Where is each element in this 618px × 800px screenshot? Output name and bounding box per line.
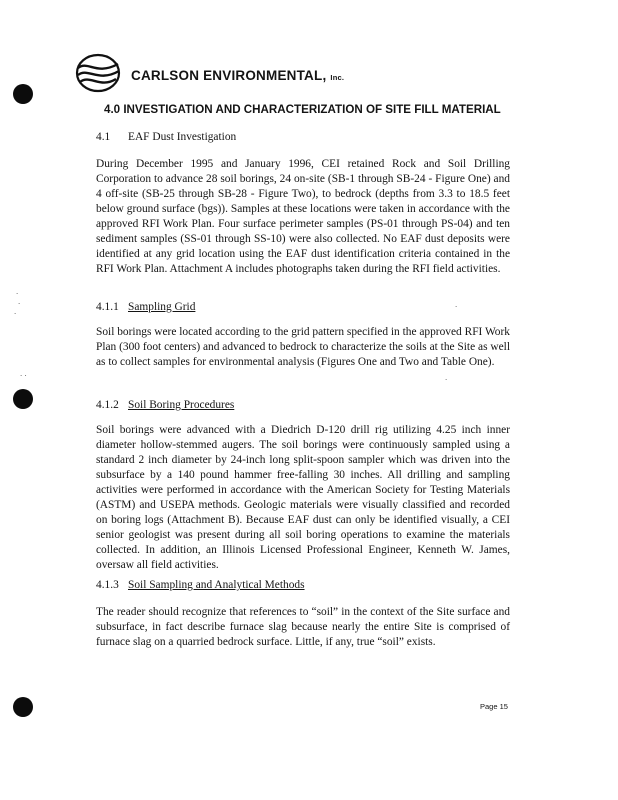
company-name (131, 68, 344, 83)
subsection-number: 4.1.2 (96, 399, 119, 411)
subsection-heading (96, 399, 234, 411)
scan-speck: · · (20, 372, 27, 380)
scan-speck: · (16, 290, 19, 298)
binder-hole-middle (13, 389, 33, 409)
subsection-heading (96, 579, 305, 591)
scan-speck: · (14, 310, 17, 318)
paragraph: The reader should recognize that references to “soil” in the context of the Site surface and subsurface, in fact describe furnace slag because nearly the entire Site is comprised of furnace slag on a quarried bedrock surface. Little, if any, true “soil” exists. (96, 606, 510, 648)
page-number: Page 15 (480, 702, 508, 711)
subsection-number: 4.1.3 (96, 579, 119, 591)
company-logo-icon (74, 52, 122, 94)
company-name-text: CARLSON ENVIRONMENTAL, (131, 68, 327, 83)
paragraph: Soil borings were located according to the grid pattern specified in the approved RFI Work Plan (300 foot centers) and advanced to bedrock to characterize the soils at the Site as well as to collect samples for environmental analysis (Figures One and Two and Table One). (96, 326, 510, 368)
binder-hole-top (13, 84, 33, 104)
company-suffix: Inc. (330, 73, 345, 82)
subsection-number: 4.1.1 (96, 301, 119, 313)
binder-hole-bottom (13, 697, 33, 717)
subsection-heading (96, 301, 195, 313)
subsection-title: Soil Boring Procedures (128, 399, 235, 411)
subsection-title: Sampling Grid (128, 301, 196, 313)
subsection-title: Soil Sampling and Analytical Methods (128, 579, 305, 591)
paragraph: Soil borings were advanced with a Diedrich D-120 drill rig utilizing 4.25 inch inner diameter hollow-stemmed augers. The soil borings were continuously sampled using a standard 2 inch diameter by 24-inch long split-spoon sampler which was driven into the subsurface by a 140 pound hammer free-falling 30 inches. All drilling and sampling activities were performed in accordance with the American Society for Testing Materials (ASTM) and USEPA methods. Geologic materials were visually classified and recorded on boring logs (Attachment B). Because EAF dust can only be identified visually, a CEI senior geologist was present during all soil boring operations to examine the materials collected. In addition, an Illinois Licensed Professional Engineer, Kenneth W. James, oversaw all field activities. (96, 424, 510, 571)
subsection-title: EAF Dust Investigation (128, 131, 237, 143)
subsection-heading (96, 131, 236, 143)
paragraph: During December 1995 and January 1996, CEI retained Rock and Soil Drilling Corporation to advance 28 soil borings, 24 on-site (SB-1 through SB-24 - Figure One) and 4 off-site (SB-25 through SB-28 - Figure Two), to bedrock (depths from 3.3 to 18.5 feet below ground surface (bgs)). Samples at these locations were taken in accordance with the approved RFI Work Plan. Four surface perimeter samples (PS-01 through PS-04) and ten sediment samples (SS-01 through SS-10) were also collected. No EAF dust deposits were identified at any grid location using the EAF dust identification criteria contained in the RFI Work Plan. Attachment A includes photographs taken during the RFI field activities. (96, 158, 510, 275)
subsection-number: 4.1 (96, 131, 111, 143)
scan-speck: · (455, 303, 458, 311)
scan-speck: · (18, 300, 21, 308)
section-title: 4.0 INVESTIGATION AND CHARACTERIZATION OF SITE FILL MATERIAL (104, 103, 501, 116)
scan-speck: · (445, 376, 448, 384)
